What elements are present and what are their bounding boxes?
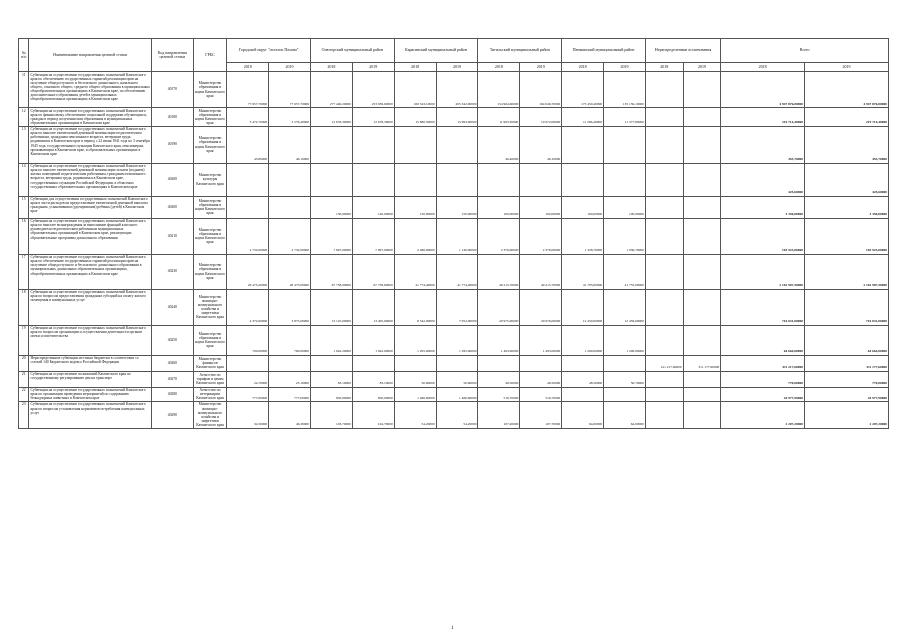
value-cell: 164 046,70000 [520,72,562,108]
row-name: Субвенции на осуществление государственных полномочий Камчатского края по вопросам предоставления гражданам субсидий на оплату жилого помещения и коммунальных услуг [29,289,151,325]
value-cell: 46,30000 [269,401,311,428]
value-cell: 2 376,00000 [520,218,562,254]
value-cell: 46,40000 [478,126,520,163]
value-cell: 12 678,30000 [352,108,394,127]
table-row [19,401,889,428]
header-district-penzhinsky: Пенжинский муниципальный район [562,39,646,63]
value-cell: 34,50000 [227,401,269,428]
table-header [19,39,889,72]
row-code: 40170 [151,72,193,108]
value-cell: 1 493,00000 [478,325,520,355]
value-cell [562,126,604,163]
total-cell: 44 977,90000 [805,387,889,401]
year-header: 2019 [520,63,562,72]
value-cell [645,72,683,108]
table-row [19,196,889,218]
total-cell: 716 031,00000 [721,289,805,325]
row-name: Субвенции на осуществление государственных полномочий Камчатского края по обеспечению государственных гарантий реализации прав на получение общедоступного и бесплатного дошкольного, начального общего, основного общего, среднего общего образования в муниципальных общеобразовательных организациях в Камчатском крае, по обеспечению дополнительного образования детей в муниципальных общеобразовательных организациях в Камчатском крае [29,72,151,108]
value-cell: 13 405,00000 [352,289,394,325]
value-cell [645,163,683,196]
value-cell [394,355,436,371]
value-cell: 77 957,70000 [269,72,311,108]
value-cell: 1 290,00000 [562,325,604,355]
row-number: 23 [19,401,29,428]
total-cell: 4 947 876,00000 [805,72,889,108]
year-header: 2018 [478,63,520,72]
budget-table [18,38,889,429]
year-header: 2018 [227,63,269,72]
value-cell [520,355,562,371]
value-cell: 11 993,30000 [478,108,520,127]
value-cell: 100,00000 [562,196,604,218]
value-cell: 777,00000 [269,387,311,401]
value-cell: 1 942,20000 [310,325,352,355]
value-cell [645,325,683,355]
total-cell: 64 664,00000 [805,325,889,355]
value-cell: 107,20000 [478,401,520,428]
total-cell: 64 664,00000 [721,325,805,355]
row-name: Субвенции на осуществление государственных полномочий Камчатского края по организации проведения мероприятий по содержанию безнадзорных животных в Камчатском крае [29,387,151,401]
total-cell: 2 162 907,50000 [805,254,889,289]
row-name: Субвенции на осуществление государственных полномочий Камчатского края по вопросам установления нормативов потребления коммунальных услуг [29,401,151,428]
value-cell: 1 036,70000 [604,218,646,254]
row-grbs: Министерство образования и науки Камчатского края [193,218,226,254]
value-cell [645,401,683,428]
row-number: 22 [19,387,29,401]
value-cell [683,325,721,355]
total-cell: 453,70000 [805,126,889,163]
value-cell [683,163,721,196]
row-code: 40230 [151,254,193,289]
page-number: 1 [451,626,454,631]
value-cell [310,355,352,371]
row-name: Субвенции на осуществление полномочий Камчатского края по государственному регулированию цен на транспорт [29,371,151,387]
header-total: Всего [721,39,889,63]
row-number: 13 [19,126,29,163]
row-number: 14 [19,163,29,196]
value-cell [352,126,394,163]
value-cell: 104,70000 [352,401,394,428]
table-row [19,289,889,325]
year-header: 2018 [310,63,352,72]
value-cell: 12 450,00000 [562,289,604,325]
value-cell: 20 975,00000 [478,289,520,325]
table-row [19,72,889,108]
row-name: Субвенции на осуществление государственных полномочий Камчатского края по вопросам организации и осуществления деятельности органов опеки и попечительства [29,325,151,355]
total-cell: 411 217,60000 [721,355,805,371]
value-cell [604,387,646,401]
row-grbs: Министерство образования и науки Камчатского края [193,325,226,355]
value-cell [683,254,721,289]
value-cell: 83,10000 [352,371,394,387]
value-cell [645,254,683,289]
total-cell: 311 177,60000 [805,355,889,371]
value-cell [645,196,683,218]
total-cell: 425,60000 [721,163,805,196]
value-cell [683,371,721,387]
value-cell [310,126,352,163]
value-cell: 7 952,00000 [436,289,478,325]
value-cell: 175 450,40000 [562,72,604,108]
value-cell: 10 672,00000 [520,108,562,127]
value-cell [394,126,436,163]
total-cell: 2 207,20000 [805,401,889,428]
row-grbs: Министерство образования и науки Камчатского края [193,126,226,163]
value-cell [604,163,646,196]
value-cell [520,163,562,196]
row-name: Субвенции на осуществление государственных полномочий Камчатского края по финансовому обеспечению социальной поддержки обучающихся, граждан в период получения ими образования в муниципальных образовательных организациях в Камчатском крае [29,108,151,127]
value-cell: 28 475,00000 [269,254,311,289]
value-cell: 154 964,60000 [478,72,520,108]
value-cell: 2 732,00000 [269,218,311,254]
row-name: Субвенции для осуществления государственных полномочий Камчатского края в части расходов на предоставление ежемесячной денежной выплаты гражданам, усыновившим (удочерившим) ребенка (детей) в Камчатском крае [29,196,151,218]
value-cell: 54,20000 [394,401,436,428]
header-district-olyutorsky: Олюторский муниципальный район [310,39,394,63]
row-grbs: Министерство культуры Камчатского края [193,163,226,196]
value-cell [645,218,683,254]
value-cell: 777,00000 [227,387,269,401]
table-row [19,325,889,355]
value-cell: 1 942,00000 [352,325,394,355]
year-header: 2019 [352,63,394,72]
row-number: 21 [19,371,29,387]
value-cell: 48,50000 [562,371,604,387]
value-cell: 48,10000 [520,126,562,163]
value-cell: 516,70000 [478,387,520,401]
total-cell: 44 977,90000 [721,387,805,401]
total-cell: 4 947 876,00000 [721,72,805,108]
row-name: Нераспределенные субвенции местным бюджетам в соответствии со статьей 140 Бюджетного кодекса Российской Федерации [29,355,151,371]
value-cell: 850,00000 [310,387,352,401]
year-header: 2019 [269,63,311,72]
value-cell: 1 140,00000 [436,218,478,254]
value-cell [604,126,646,163]
row-code: 40200 [151,163,193,196]
year-header: 2018 [721,63,805,72]
total-cell: 103 923,00000 [721,218,805,254]
value-cell: 54,20000 [436,401,478,428]
value-cell: 41 774,40000 [436,254,478,289]
header-district-tigilsky: Тигильский муниципальный район [478,39,562,63]
table-row [19,371,889,387]
value-cell [394,163,436,196]
value-cell: 100,00000 [520,196,562,218]
value-cell: 100,00000 [478,196,520,218]
row-grbs: Министерство образования и науки Камчатского края [193,196,226,218]
value-cell [645,387,683,401]
value-cell: 67 758,00000 [310,254,352,289]
total-cell: 453,70000 [721,126,805,163]
value-cell: 12 459,00000 [604,289,646,325]
value-cell [645,289,683,325]
total-cell: 103 923,00000 [805,218,889,254]
row-grbs: Министерство образования и науки Камчатского края [193,72,226,108]
value-cell: 77 657,70000 [227,72,269,108]
row-code: 40240 [151,289,193,325]
value-cell: 8 542,00000 [394,289,436,325]
year-header: 2019 [805,63,889,72]
total-cell: 219 714,40000 [805,108,889,127]
row-grbs: Министерство жилищно-коммунального хозяйства и энергетики Камчатского края [193,289,226,325]
value-cell: 1 486,60000 [436,387,478,401]
row-code: 40190 [151,126,193,163]
value-cell [683,401,721,428]
table-row [19,254,889,289]
value-cell: 2 486,00000 [394,218,436,254]
value-cell: 100,00000 [604,196,646,218]
row-number: 19 [19,325,29,355]
total-cell: 425,60000 [805,163,889,196]
total-cell: 2 207,20000 [721,401,805,428]
row-code: 40180 [151,108,193,127]
year-header: 2018 [394,63,436,72]
value-cell [683,108,721,127]
row-grbs: Министерство образования и науки Камчатского края [195,108,225,125]
value-cell: 411 217,60000 [645,355,683,371]
value-cell [645,108,683,127]
value-cell [683,72,721,108]
value-cell [269,196,311,218]
table-row [19,163,889,196]
total-cell: 3 350,00000 [805,196,889,218]
value-cell: 24,70000 [227,371,269,387]
value-cell: 140,00000 [352,196,394,218]
value-cell: 67 758,60000 [352,254,394,289]
value-cell [227,163,269,196]
row-grbs: Агентство по ветеринарии Камчатского края [193,387,226,401]
value-cell: 107,70000 [520,401,562,428]
row-number: 20 [19,355,29,371]
row-number: 11 [19,72,29,108]
value-cell [227,355,269,371]
value-cell: 1 486,60000 [394,387,436,401]
value-cell: 103,70000 [310,401,352,428]
table-row [19,355,889,371]
value-cell: 41 774,40000 [394,254,436,289]
value-cell: 50,70000 [604,371,646,387]
value-cell: 150,00000 [310,196,352,218]
value-cell: 48,50000 [478,371,520,387]
value-cell: 3 472,70000 [227,108,269,127]
value-cell [683,218,721,254]
value-cell: 850,00000 [352,387,394,401]
value-cell [645,126,683,163]
value-cell: 1 328,70000 [562,218,604,254]
total-cell: 219 714,40000 [721,108,805,127]
value-cell: 15 880,50000 [394,108,436,127]
value-cell: 1 493,00000 [520,325,562,355]
value-cell: 83,10000 [310,371,352,387]
year-header: 2019 [683,63,721,72]
row-number: 18 [19,289,29,325]
year-header: 2018 [562,63,604,72]
value-cell: 700,00000 [269,325,311,355]
header-unallocated: Нераспределенные ассигнования [645,39,720,63]
value-cell: 2 376,00000 [478,218,520,254]
total-cell: 716 031,00000 [805,289,889,325]
table-row [19,387,889,401]
value-cell [683,289,721,325]
value-cell: 11 266,40000 [562,108,604,127]
value-cell: 4 372,00000 [227,289,269,325]
value-cell: 50,90000 [394,371,436,387]
value-cell [683,196,721,218]
value-cell [352,163,394,196]
value-cell: 135 159,10000 [604,72,646,108]
value-cell: 516,70000 [520,387,562,401]
value-cell [562,163,604,196]
table-row [19,218,889,254]
value-cell: 7 697,00000 [352,218,394,254]
value-cell: 46,10000 [269,126,311,163]
value-cell: 150,00000 [436,196,478,218]
value-cell: 3 576,40000 [269,108,311,127]
header-row-no: № п/п [19,39,29,72]
header-name: Наименование направления целевой статьи [29,39,151,72]
row-code: 40280 [151,387,193,401]
value-cell [478,355,520,371]
value-cell [269,163,311,196]
table-row [19,126,889,163]
value-cell: 49 215,70000 [520,254,562,289]
value-cell: 3 875,00000 [269,289,311,325]
value-cell: 2 732,00000 [227,218,269,254]
table-row [19,108,889,127]
header-district-palana: Городской округ "поселок Палана" [227,39,311,63]
value-cell: 50,90000 [436,371,478,387]
header-district-karaginsky: Карагинский муниципальный район [394,39,478,63]
value-cell: 12 678,30000 [310,108,352,127]
total-cell: 3 350,00000 [721,196,805,218]
year-header: 2018 [645,63,683,72]
value-cell: 277 440,20000 [310,72,352,108]
row-name: Субвенции на осуществление государственных полномочий Камчатского края по выплате ежемесячной денежной компенсации за наем (поднаем) жилых помещений педагогическим работникам, гражданам пенсионного возраста, ветеранам труда, родившимся в Камчатском крае, государственным служащим Российской Федерации, в областных государственных образовательных организациях в Камчатском крае [29,163,151,196]
value-cell: 41 795,00000 [562,254,604,289]
value-cell: 20 976,00000 [520,289,562,325]
row-name: Субвенции на осуществление государственных полномочий Камчатского края по выплате ежемесячной денежной компенсации педагогическим работникам, гражданам пенсионного возраста, ветеранам труда, родившимся в Камчатском крае в период с 22 июня 1941 года по 3 сентября 1945 года, государственным служащим Камчатского края, пенсионерам, проживающим в Камчатском крае, в образовательных организациях в Камчатском крае [29,126,151,163]
value-cell: 253 939,60000 [352,72,394,108]
row-code: 40210 [151,218,193,254]
table-body [19,72,889,429]
header-grbs: ГРБС [193,39,226,72]
value-cell [310,163,352,196]
value-cell: 29 475,20000 [227,254,269,289]
value-cell: 7 697,00000 [310,218,352,254]
total-cell: 2 162 907,50000 [721,254,805,289]
value-cell [436,163,478,196]
value-cell: 64,00000 [562,401,604,428]
row-code: 40260 [151,355,193,371]
value-cell: 64,00000 [604,401,646,428]
value-cell [683,126,721,163]
header-code: Код направления целевой статьи [151,39,193,72]
value-cell [562,387,604,401]
value-cell [436,126,478,163]
value-cell: 11 377,80000 [604,108,646,127]
row-grbs: Министерство финансов Камчатского края [193,355,226,371]
total-cell: 770,00000 [805,371,889,387]
row-code: 40290 [151,401,193,428]
value-cell: 48,50000 [520,371,562,387]
value-cell: 15 993,00000 [436,108,478,127]
value-cell [683,387,721,401]
row-grbs: Министерство образования и науки Камчатского края [193,254,226,289]
value-cell: 150,00000 [394,196,436,218]
year-header: 2019 [436,63,478,72]
value-cell: 41 755,00000 [604,254,646,289]
row-number: 15 [19,196,29,218]
value-cell [227,196,269,218]
value-cell [436,355,478,371]
value-cell: 311 177,60000 [683,355,721,371]
row-code: 40270 [151,371,193,387]
row-grbs: Агентство по тарифам и ценам Камчатского края [193,371,226,387]
value-cell: 205 342,90000 [436,72,478,108]
row-number: 16 [19,218,29,254]
value-cell: 25,10000 [269,371,311,387]
row-code: 40200 [151,196,193,218]
value-cell [562,355,604,371]
value-cell: 1 290,00000 [604,325,646,355]
row-grbs: Министерство жилищно-коммунального хозяйства и энергетики Камчатского края [193,401,226,428]
value-cell: 13 125,00000 [310,289,352,325]
value-cell: 1 295,00000 [436,325,478,355]
value-cell [269,355,311,371]
value-cell: 49 215,70000 [478,254,520,289]
value-cell: 1 295,00000 [394,325,436,355]
value-cell: 169 543,10000 [394,72,436,108]
row-name: Субвенции на осуществление государственных полномочий Камчатского края по выплате вознаграждения за выполнение функций классного руководителя педагогическим работникам муниципальных образовательных организаций в Камчатском крае, реализующих образовательные программы дошкольного образования [29,218,151,254]
value-cell [645,371,683,387]
value-cell [478,163,520,196]
value-cell [604,355,646,371]
row-number: 17 [19,254,29,289]
row-number: 12 [19,108,29,127]
value-cell [352,355,394,371]
value-cell: 700,00000 [227,325,269,355]
total-cell: 770,00000 [721,371,805,387]
row-code: 40250 [151,325,193,355]
value-cell: 45,80000 [227,126,269,163]
row-name: Субвенции на осуществление государственных полномочий Камчатского края по обеспечению государственных гарантий реализации прав на получение общедоступного и бесплатного дошкольного образования в муниципальных дошкольных образовательных организациях, общеобразовательных организациях в Камчатском крае [29,254,151,289]
year-header: 2019 [604,63,646,72]
